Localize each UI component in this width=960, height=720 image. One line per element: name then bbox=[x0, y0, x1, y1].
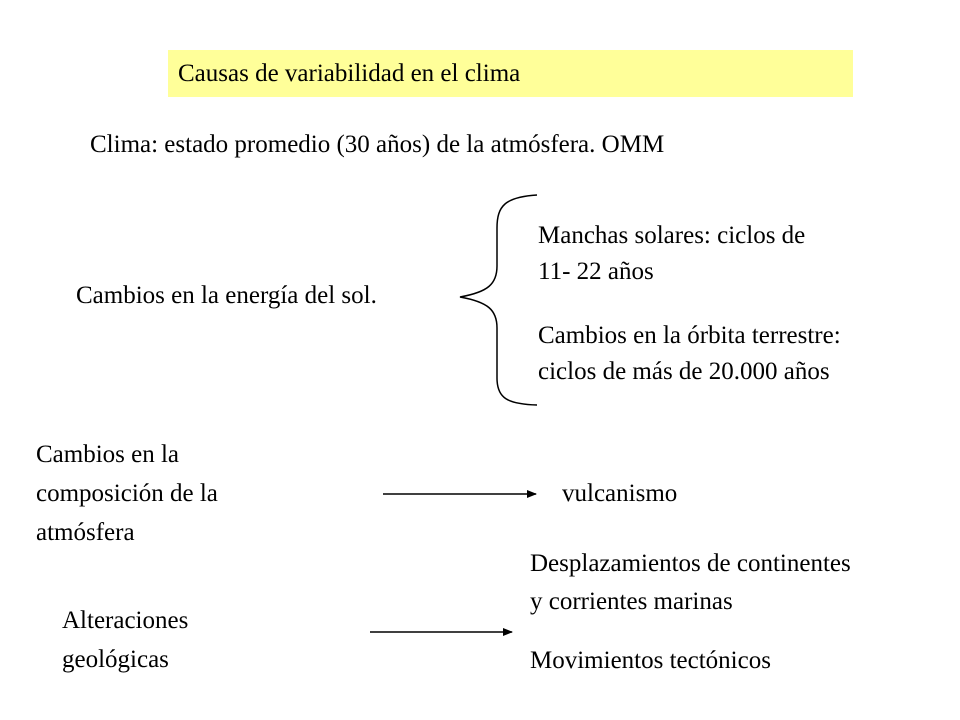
continental-drift-line-2: y corrientes marinas bbox=[530, 588, 733, 615]
climate-definition: Clima: estado promedio (30 años) de la atmósfera. OMM bbox=[90, 131, 665, 158]
sunspots-line-1: Manchas solares: ciclos de bbox=[538, 222, 806, 249]
volcanism-label: vulcanismo bbox=[562, 480, 678, 507]
tectonic-movements-label: Movimientos tectónicos bbox=[530, 647, 771, 674]
solar-brace bbox=[460, 195, 537, 405]
page-title: Causas de variabilidad en el clima bbox=[178, 60, 521, 87]
atmosphere-label-line-1: Cambios en la bbox=[36, 441, 180, 468]
sunspots-line-2: 11- 22 años bbox=[538, 258, 654, 285]
orbit-line-2: ciclos de más de 20.000 años bbox=[538, 358, 830, 385]
orbit-line-1: Cambios en la órbita terrestre: bbox=[538, 322, 841, 349]
atmosphere-label-line-2: composición de la bbox=[36, 480, 218, 507]
geology-label-line-1: Alteraciones bbox=[62, 607, 189, 634]
continental-drift-line-1: Desplazamientos de continentes bbox=[530, 550, 851, 577]
geology-label-line-2: geológicas bbox=[62, 646, 169, 673]
atmosphere-label-line-3: atmósfera bbox=[36, 519, 135, 546]
solar-energy-label: Cambios en la energía del sol. bbox=[76, 282, 377, 309]
